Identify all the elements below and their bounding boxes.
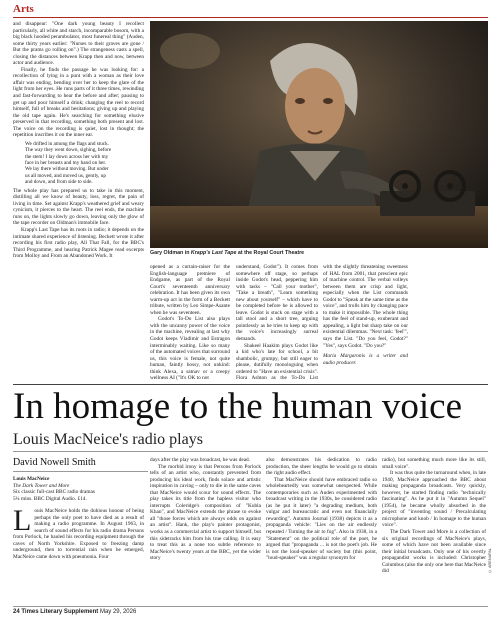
page-footer bbox=[13, 609, 136, 615]
paragraph: opened as a curtain-raiser for the English-language premiere of Endgame, as part of the Royal Court's seventeenth anniversary celebration. It has been given its own warm-up act in the form of a Beckett tribute, written by Leo Simpe-Asante when he was seventeen. bbox=[150, 264, 230, 316]
byline-rule bbox=[13, 471, 148, 472]
drop-cap: L bbox=[13, 508, 32, 537]
paragraph: Shakeel Haakim plays Godot like a kid who's late for school, a bit shambolic, grumpy, but still eager to please, dutifully monologuing when ordered to "Have an existential crisis". Flora Ashton as the To-Do List bbox=[236, 342, 318, 382]
paragraph: ouis MacNeice holds the dubious honour of being perhaps the only poet to have died as a result of making a radio programme. In August 1963, in search of sound effects for his radio drama Persons from Porlock, he hauled his recording equipment through the caves of North Yorkshire. Exposed to freezing damp underground, then to torrential rain when he emerged, MacNeice came down with pneumonia. Four bbox=[13, 508, 144, 560]
section-label: Arts bbox=[13, 3, 34, 15]
paragraph: That MacNeice should have embraced radio so wholeheartedly was somewhat unexpected. While contemporaries such as Auden experimented with broadcast writing in the 1930s, he considered radio (as he put it later) "a degrading medium, both vulgar and bureaucratic and even not financially rewarding". Autumn Journal (1938) depicts it as a propaganda vehicle: "Lies on the air endlessly repeated / Turning the air to fog". Also in 1938, in a "Statement" on the political role of the poet, he argued that "propaganda ... is not the poet's job. He is not the loud-speaker of society but (this point, "loud-speaker" was a regular synonym for bbox=[266, 476, 377, 562]
paragraph: with the slightly threatening sweetness of HAL from 2001, that prescient epic of machine control. The verbal volleys between them are crisp and light, especially when the List commands Godot to "Speak at the same time as the voice", and trolls him by changing pace to make it impossible. The whole thing has the feel of stand-up, exuberant and appealing, a light but sharp take on our existential dilemmas. "Next task: 'feel'", says the List. "Do you feel, Godot?" "Yes", says Godot. "Do you?" bbox=[323, 264, 408, 349]
caption-title: Krapp's Last Tape bbox=[190, 250, 237, 256]
paragraph: The whole play has prepared us to take in this moment, distilling all we know of beauty, loss, regret, the pain of living in time. Set against Krapp's weathered grief and weary cynicism, it pierces to the heart. The reel ends, the machine runs on, the lights slowly go down, leaving only the glow of the tape recorder on Oldman's immobile face. bbox=[13, 187, 144, 227]
book-author: Louis MacNeice bbox=[13, 476, 50, 482]
paragraph: The Dark Tower and More is a collection of six original recordings of MacNeice's plays, some of which have not been available since their initial broadcasts. Only one of his overtly propagandist works is included: Christopher Columbus (also the only one here that MacNeice did bbox=[382, 529, 486, 575]
column-2 bbox=[150, 264, 230, 382]
block-quote bbox=[13, 141, 144, 186]
caption-rest: at the Royal Court Theatre bbox=[236, 250, 305, 256]
section-divider bbox=[13, 384, 488, 385]
review-column-2 bbox=[150, 457, 261, 604]
verse-line: the stem! I lay down across her with my bbox=[25, 153, 109, 160]
book-price: 5¼ mins. BBC Digital Audio. £14. bbox=[13, 495, 87, 502]
verse-line: face in her breasts and my hand on her. bbox=[25, 160, 107, 167]
verse-line: We lay there without moving. But under bbox=[25, 166, 109, 173]
review-column-1 bbox=[13, 508, 144, 604]
paragraph: The morbid irony is that Persons from Porlock tells of an artist who, constantly prevented from producing his ideal work, finds solace and artistic inspiration in caving – only to die in the same caves that MacNeice would scour for sound effects. The play takes its title from the hapless visitor who interrupts Coleridge's composition of "Kubla Khan", and MacNeice extends the phrase to evoke all "those forces which are always odds on against an artist". Hank, the play's painter protagonist, works as a commercial artist to support himself, but this sidetracks him from his true calling. It is easy to treat this as a none too subtle reference to MacNeice's twenty years at the BBC, yet the wider story bbox=[150, 463, 261, 562]
book-details bbox=[13, 476, 148, 502]
verse-line: The way they went down, sighing, before bbox=[25, 147, 112, 154]
paragraph: and disappear: "One dark young beauty I recollect particularly, all white and starch, incomparable bosom, with a big black hooded perambulator, most funereal thing" (Auden, some thirty years earlier: "Nurses to their graves are gone / But the prams go rolling on".) The strangeness casts a spell, closing the distances between Krapp then and now, between actor and audience. bbox=[13, 21, 144, 67]
column-4 bbox=[323, 264, 408, 382]
paragraph: radio), but something much more like its still, small voice". bbox=[382, 457, 486, 470]
paragraph: also demonstrates his dedication to radio production, the sheer lengths he would go to obtain the right audio effect. bbox=[266, 457, 377, 477]
issue-date: May 29, 2026 bbox=[99, 609, 137, 615]
theatre-photo bbox=[150, 21, 488, 248]
verse-line: us all moved, and moved us, gently, up bbox=[25, 172, 106, 179]
standfirst-rule bbox=[13, 451, 488, 452]
photo-caption bbox=[150, 250, 488, 256]
byline: David Nowell Smith bbox=[13, 457, 96, 468]
top-rule bbox=[13, 17, 488, 18]
paragraph: Godot's To-Do List also plays with the uncanny power of the voice in the machine, revealing at last why Godot keeps Vladimir and Estragon interminably waiting. Like so many of the automated voices that surround us, this voice is female, not quite human, faintly bossy, not unkind: think Alexa, a satnav or a creepy wellness AI ("It's OK to not bbox=[150, 316, 230, 382]
paragraph: It was thus quite the turnaround when, in late 1940, MacNeice approached the BBC about making propaganda broadcasts. Very quickly, however, he started finding radio "technically fascinating". As he put it in "Autumn Sequel" (1954), he became wholly absorbed in the project of "inventing sound / Precalculating microphone and knob / In homage to the human voice". bbox=[382, 470, 486, 529]
photo-credit: © ARENAPAL bbox=[488, 548, 492, 573]
review-column-4 bbox=[382, 457, 486, 604]
publication-name: Times Literary Supplement bbox=[21, 609, 99, 615]
caption-text: Gary Oldman in bbox=[150, 250, 191, 256]
column-3 bbox=[236, 264, 318, 382]
page-number: 24 bbox=[13, 609, 20, 615]
verse-line: We drifted in among the flags and stuck. bbox=[25, 140, 109, 147]
review-column-3 bbox=[266, 457, 377, 604]
paragraph: understand, Godot"). It comes from somewhere off stage, so perhaps inside Godot's head, peppering him with tasks – "Call your mother", "Take a breath", "Learn something new about yourself" – which have to be completed before he is allowed to leave. Godot is stuck on stage with a tall stool and a short tree, arguing pointlessly as he tries to keep up with the voice's increasingly surreal demands. bbox=[236, 264, 318, 343]
column-1 bbox=[13, 21, 144, 381]
verse-line: and down, and from side to side. bbox=[25, 179, 93, 186]
paragraph: Krapp's Last Tape has its roots in radio; it depends on the intimate shared experience of listening. Beckett wrote it after recording his first radio play, All That Fall, for the BBC's Third Programme, and hearing Patrick Magee read excerpts from Molloy and From an Abandoned Work. It bbox=[13, 226, 144, 260]
author-note: Maria Margaronis is a writer and audio producer. bbox=[323, 353, 408, 366]
paragraph: days after the play was broadcast, he was dead. bbox=[150, 457, 251, 463]
footer-rule bbox=[13, 606, 488, 607]
standfirst: Louis MacNeice's radio plays bbox=[13, 431, 203, 448]
headline: In homage to the human voice bbox=[13, 386, 463, 427]
paragraph: Finally, he finds the passage he was looking for: a recollection of lying in a punt with a woman as their love affair was ending, bending over her to keep the glare of the light from her eyes. He runs parts of it three times, rewinding and fast-forwarding to hear the before and after; pausing to get up and pour himself a drink; changing the reel to record himself, full of breaks and hesitations; giving up and playing the old tape again. He's searching for something elusive preserved in that recording, something both present and lost. The voice on the recording is quiet, lost in thought; the repetition inscribes it on the inner ear. bbox=[13, 66, 144, 139]
book-description: Six classic full-cast BBC radio dramas bbox=[13, 489, 95, 496]
book-title: The Dark Tower and More bbox=[13, 482, 70, 489]
